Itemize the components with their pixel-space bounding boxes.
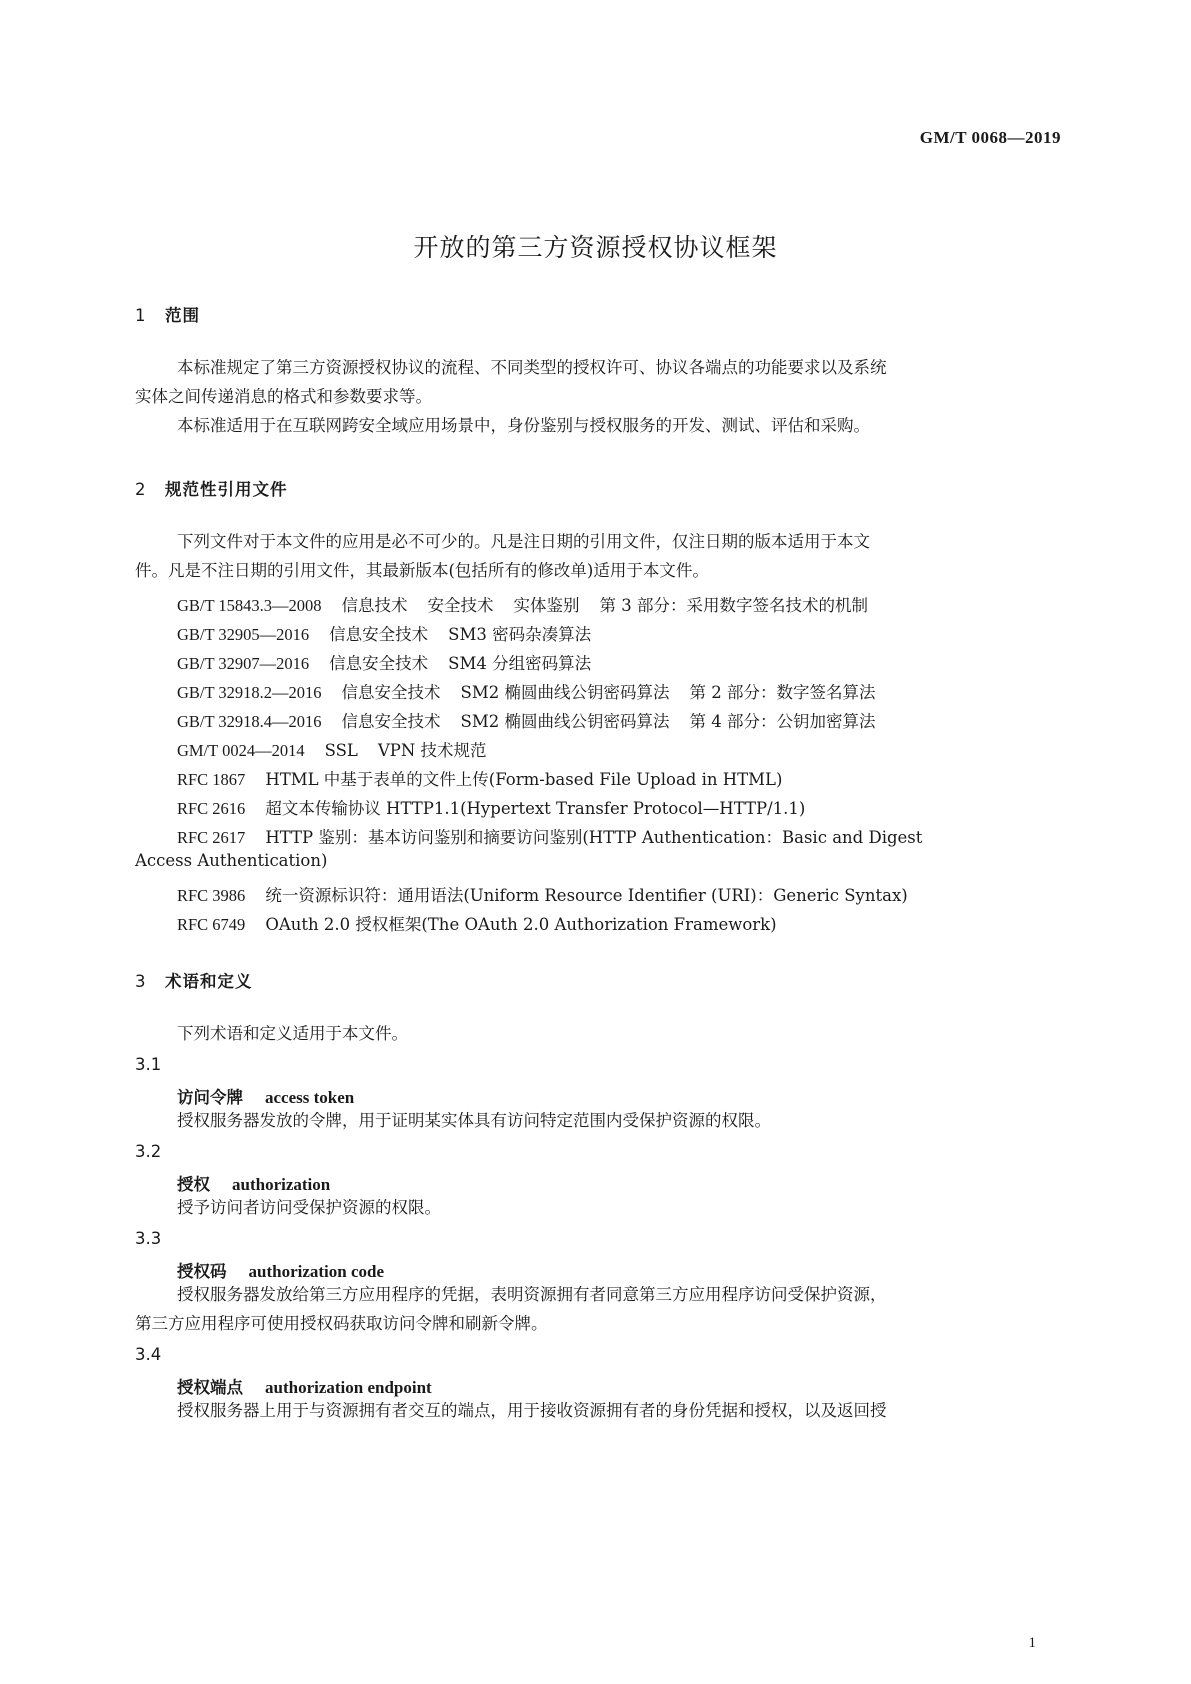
reference-item bbox=[177, 708, 876, 732]
reference-code: GB/T 32918.2—2016 bbox=[177, 683, 322, 702]
section-3-heading bbox=[135, 968, 253, 992]
section-title: 规范性引用文件 bbox=[165, 480, 288, 499]
term-chinese: 授权码 bbox=[177, 1262, 227, 1281]
reference-part: SM2 椭圆曲线公钥密码算法 bbox=[460, 712, 670, 731]
term-english: access token bbox=[265, 1088, 355, 1107]
reference-item bbox=[177, 621, 591, 645]
section-title: 术语和定义 bbox=[165, 972, 253, 991]
term-definition: 第三方应用程序可使用授权码获取访问令牌和刷新令牌。 bbox=[135, 1314, 548, 1333]
reference-item bbox=[177, 737, 487, 761]
term-chinese: 授权 bbox=[177, 1175, 210, 1194]
reference-code: GB/T 32905—2016 bbox=[177, 625, 310, 644]
term-definition: 授予访问者访问受保护资源的权限。 bbox=[177, 1198, 441, 1217]
document-code: GM/T 0068—2019 bbox=[919, 128, 1061, 147]
reference-code: GB/T 32907—2016 bbox=[177, 654, 310, 673]
reference-part: 信息技术 bbox=[341, 596, 408, 615]
reference-item bbox=[177, 795, 805, 819]
page-number: 1 bbox=[1028, 1635, 1036, 1651]
reference-item bbox=[177, 882, 908, 906]
term-english: authorization endpoint bbox=[265, 1378, 432, 1397]
term-heading bbox=[177, 1374, 432, 1398]
reference-code: RFC 3986 bbox=[177, 886, 246, 905]
clause-number: 3.3 bbox=[135, 1229, 162, 1248]
term-heading bbox=[177, 1171, 330, 1195]
reference-part: 安全技术 bbox=[427, 596, 494, 615]
reference-item bbox=[177, 911, 777, 935]
paragraph-line: 本标准规定了第三方资源授权协议的流程、不同类型的授权许可、协议各端点的功能要求以及系统 bbox=[177, 358, 887, 377]
reference-code: RFC 6749 bbox=[177, 915, 246, 934]
term-english: authorization bbox=[232, 1175, 331, 1194]
reference-part: HTML 中基于表单的文件上传(Form-based File Upload in HTML) bbox=[265, 770, 783, 789]
reference-code: RFC 2616 bbox=[177, 799, 246, 818]
term-chinese: 授权端点 bbox=[177, 1378, 243, 1397]
reference-part: 第 4 部分：公钥加密算法 bbox=[689, 712, 876, 731]
reference-code: GM/T 0024—2014 bbox=[177, 741, 305, 760]
section-title: 范围 bbox=[165, 306, 200, 325]
term-definition: 授权服务器上用于与资源拥有者交互的端点，用于接收资源拥有者的身份凭据和授权，以及返回授 bbox=[177, 1401, 887, 1420]
reference-part: HTTP 鉴别：基本访问鉴别和摘要访问鉴别(HTTP Authentication：Basic and Digest bbox=[265, 828, 923, 847]
section-1-heading bbox=[135, 302, 200, 326]
section-number: 3 bbox=[135, 972, 146, 991]
reference-code: GB/T 32918.4—2016 bbox=[177, 712, 322, 731]
section-number: 2 bbox=[135, 480, 146, 499]
reference-part: SM3 密码杂凑算法 bbox=[448, 625, 592, 644]
reference-part: SM2 椭圆曲线公钥密码算法 bbox=[460, 683, 670, 702]
reference-part: SM4 分组密码算法 bbox=[448, 654, 592, 673]
reference-part: 信息安全技术 bbox=[341, 712, 441, 731]
reference-item bbox=[177, 766, 782, 790]
section-2-heading bbox=[135, 476, 288, 500]
term-english: authorization code bbox=[248, 1262, 385, 1281]
reference-item bbox=[177, 824, 922, 848]
term-heading bbox=[177, 1258, 384, 1282]
reference-part: 统一资源标识符：通用语法(Uniform Resource Identifier (URI)：Generic Syntax) bbox=[265, 886, 908, 905]
clause-number: 3.2 bbox=[135, 1142, 162, 1161]
reference-item bbox=[177, 650, 591, 674]
paragraph-line: 本标准适用于在互联网跨安全域应用场景中，身份鉴别与授权服务的开发、测试、评估和采购。 bbox=[177, 416, 870, 435]
section-number: 1 bbox=[135, 306, 146, 325]
clause-number: 3.4 bbox=[135, 1345, 162, 1364]
reference-part: 实体鉴别 bbox=[513, 596, 580, 615]
reference-part: 超文本传输协议 HTTP1.1(Hypertext Transfer Protocol—HTTP/1.1) bbox=[265, 799, 806, 818]
reference-code: RFC 2617 bbox=[177, 828, 246, 847]
document-title: 开放的第三方资源授权协议框架 bbox=[413, 233, 778, 262]
reference-part: 信息安全技术 bbox=[329, 654, 429, 673]
reference-code: GB/T 15843.3—2008 bbox=[177, 596, 322, 615]
paragraph-line: 下列术语和定义适用于本文件。 bbox=[177, 1024, 408, 1043]
reference-part: VPN 技术规范 bbox=[377, 741, 487, 760]
reference-item bbox=[177, 679, 876, 703]
term-definition: 授权服务器发放的令牌，用于证明某实体具有访问特定范围内受保护资源的权限。 bbox=[177, 1111, 771, 1130]
reference-part: 信息安全技术 bbox=[329, 625, 429, 644]
reference-part: 第 2 部分：数字签名算法 bbox=[689, 683, 876, 702]
reference-part: SSL bbox=[324, 741, 358, 760]
term-definition: 授权服务器发放给第三方应用程序的凭据，表明资源拥有者同意第三方应用程序访问受保护资源， bbox=[177, 1285, 887, 1304]
reference-part: 信息安全技术 bbox=[341, 683, 441, 702]
reference-part: OAuth 2.0 授权框架(The OAuth 2.0 Authorization Framework) bbox=[265, 915, 777, 934]
paragraph-line: 件。凡是不注日期的引用文件，其最新版本(包括所有的修改单)适用于本文件。 bbox=[135, 561, 709, 580]
reference-code: RFC 1867 bbox=[177, 770, 246, 789]
reference-item bbox=[177, 592, 868, 616]
term-heading bbox=[177, 1084, 354, 1108]
paragraph-line: 下列文件对于本文件的应用是必不可少的。凡是注日期的引用文件，仅注日期的版本适用于本文 bbox=[177, 532, 870, 551]
reference-continuation: Access Authentication) bbox=[135, 851, 328, 870]
paragraph-line: 实体之间传递消息的格式和参数要求等。 bbox=[135, 387, 432, 406]
reference-part: 第 3 部分：采用数字签名技术的机制 bbox=[599, 596, 869, 615]
clause-number: 3.1 bbox=[135, 1055, 162, 1074]
term-chinese: 访问令牌 bbox=[177, 1088, 243, 1107]
